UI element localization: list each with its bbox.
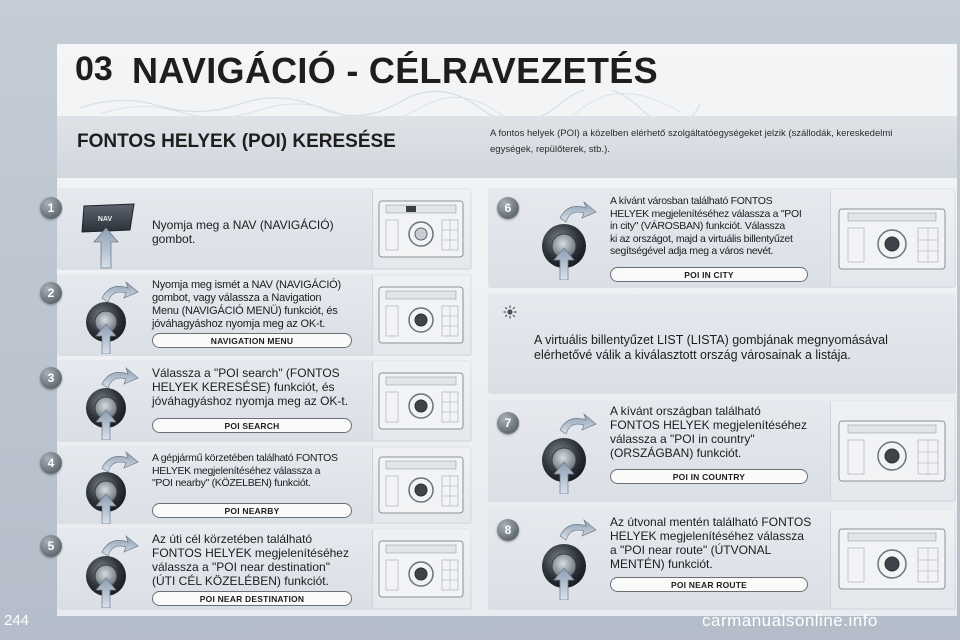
menu-option-label: POI NEARBY — [152, 503, 352, 518]
step-line: Az útvonal mentén található FONTOS — [610, 515, 812, 529]
step-line: HELYEK megjelenítéséhez válassza a "POI — [610, 207, 802, 220]
step-number-badge: 5 — [40, 535, 62, 557]
step-line: MENTÉN) funkciót. — [610, 557, 713, 571]
step-line: gombot. — [152, 232, 196, 246]
ok-knob-icon — [540, 410, 598, 494]
radio-unit-icon — [378, 372, 464, 430]
ok-knob-icon — [82, 532, 140, 608]
step-line: a "POI near route" (ÚTVONAL — [610, 543, 772, 557]
step-text-8 — [610, 515, 832, 571]
step-text-5 — [152, 532, 370, 588]
tip-line: elérhetővé válik a kiválasztott ország városainak a listája. — [534, 348, 851, 362]
step-line: in city" (VÁROSBAN) funkciót. Válassza — [610, 220, 785, 232]
intro-line: A fontos helyek (POI) a közelben elérhető szolgáltatóegységeket jelzik (szállodák, kereskedelmi — [490, 128, 893, 139]
step-line: válassza a "POI near destination" — [152, 560, 330, 574]
ok-knob-icon — [82, 448, 140, 524]
ok-knob-icon — [540, 516, 598, 600]
nav-button-icon — [78, 200, 140, 270]
tip-text — [534, 333, 914, 363]
step-line: (ORSZÁGBAN) funkciót. — [610, 446, 742, 460]
tip-icon — [503, 305, 517, 319]
step-line: Nyomja meg a NAV (NAVIGÁCIÓ) — [152, 218, 334, 232]
step-line: válassza a "POI in country" — [610, 432, 755, 446]
menu-option-label: NAVIGATION MENU — [152, 333, 352, 348]
menu-option-label: POI IN CITY — [610, 267, 808, 282]
step-number-badge: 7 — [497, 412, 519, 434]
step-line: Válassza a "POI search" (FONTOS — [152, 366, 340, 380]
step-number-badge: 8 — [497, 519, 519, 541]
menu-option-label: POI NEAR ROUTE — [610, 577, 808, 592]
step-number-badge: 2 — [40, 282, 62, 304]
ok-knob-icon — [540, 198, 598, 280]
radio-unit-icon — [838, 208, 946, 270]
step-line: segítségével adja meg a város nevét. — [610, 245, 774, 257]
step-line: HELYEK megjelenítéséhez válassza a — [152, 464, 321, 477]
step-line: Az úti cél körzetében található — [152, 532, 313, 546]
step-text-4 — [152, 452, 370, 490]
page-title: NAVIGÁCIÓ - CÉLRAVEZETÉS — [132, 50, 658, 91]
ok-knob-icon — [82, 364, 140, 440]
radio-unit-icon — [838, 420, 946, 482]
step-line: A kívánt országban található — [610, 404, 761, 418]
watermark: carmanualsonline.info — [702, 611, 878, 630]
ok-knob-icon — [82, 278, 140, 354]
step-text-1 — [152, 218, 367, 246]
step-text-3 — [152, 366, 370, 408]
step-line: HELYEK megjelenítéséhez válassza — [610, 529, 804, 543]
step-number-badge: 1 — [40, 197, 62, 219]
step-line: A gépjármű körzetében található FONTOS — [152, 452, 338, 464]
step-line: jóváhagyáshoz nyomja meg az OK-t. — [152, 394, 349, 408]
step-line: FONTOS HELYEK megjelenítéséhez — [152, 546, 349, 560]
step-line: HELYEK KERESÉSE) funkciót, és — [152, 380, 335, 394]
step-line: jóváhagyáshoz nyomja meg az OK-t. — [152, 318, 326, 330]
step-line: A kívánt városban található FONTOS — [610, 195, 773, 207]
step-text-2 — [152, 279, 370, 331]
menu-option-label: POI NEAR DESTINATION — [152, 591, 352, 606]
menu-option-label: POI SEARCH — [152, 418, 352, 433]
radio-unit-icon — [378, 286, 464, 344]
step-line: gombot, vagy válassza a Navigation — [152, 292, 322, 304]
chapter-number: 03 — [75, 50, 113, 88]
tip-line: A virtuális billentyűzet LIST (LISTA) gombjának megnyomásával — [534, 333, 888, 347]
radio-unit-icon — [378, 540, 464, 598]
step-number-badge: 6 — [497, 197, 519, 219]
step-line: "POI nearby" (KÖZELBEN) funkciót. — [152, 477, 311, 489]
step-line: Nyomja meg ismét a NAV (NAVIGÁCIÓ) — [152, 279, 341, 291]
radio-unit-icon — [378, 200, 464, 258]
nav-button-label: NAV — [97, 216, 113, 223]
menu-option-label: POI IN COUNTRY — [610, 469, 808, 484]
step-number-badge: 4 — [40, 452, 62, 474]
step-line: (ÚTI CÉL KÖZELÉBEN) funkciót. — [152, 574, 329, 588]
step-number-badge: 3 — [40, 367, 62, 389]
section-intro — [490, 126, 900, 158]
step-text-6 — [610, 195, 832, 258]
step-line: Menu (NAVIGÁCIÓ MENÜ) funkciót, és — [152, 305, 338, 317]
step-text-7 — [610, 404, 832, 460]
step-line: ki az országot, majd a virtuális billentyűzet — [610, 232, 793, 245]
step-line: FONTOS HELYEK megjelenítéséhez — [610, 418, 807, 432]
section-title: FONTOS HELYEK (POI) KERESÉSE — [77, 131, 396, 152]
radio-unit-icon — [838, 528, 946, 590]
page-number: 244 — [4, 612, 30, 629]
radio-unit-icon — [378, 456, 464, 514]
intro-line: egységek, repülőterek, stb.). — [490, 144, 610, 155]
